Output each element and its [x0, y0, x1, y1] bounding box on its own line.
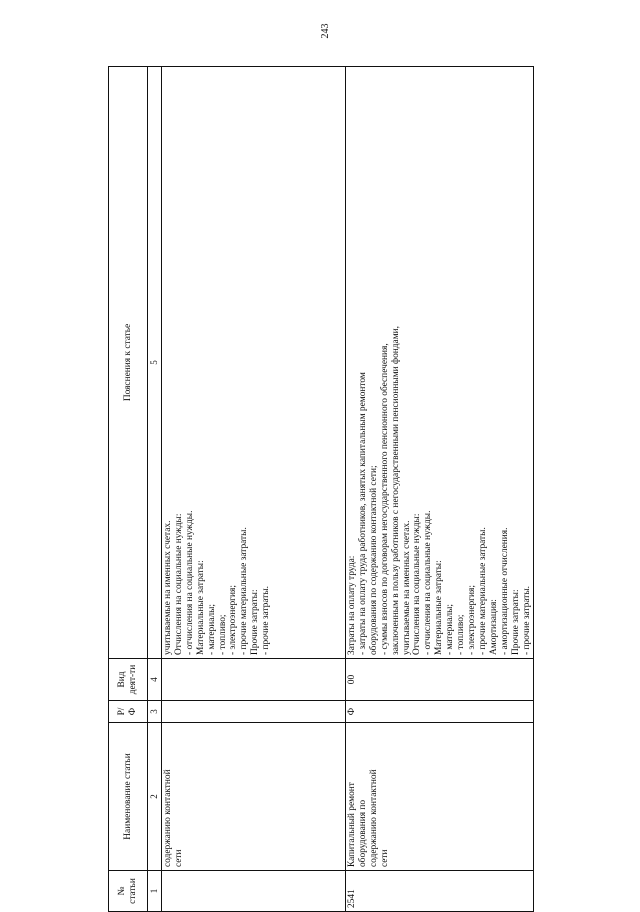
explanation-line: учитываемые на именных счетах. [163, 520, 173, 655]
header-row [109, 67, 148, 912]
column-number: 1 [148, 871, 162, 912]
explanation-line: оборудования по содержанию контактной сети; [368, 465, 379, 655]
explanation-line: - прочие затраты. [261, 585, 272, 655]
explanation-line: Отчисления на социальные нужды: [412, 513, 423, 655]
explanation-line: - электроэнергия; [228, 585, 239, 655]
table-row [346, 67, 534, 912]
item-name [346, 723, 534, 871]
item-activity [162, 659, 346, 701]
header-item-name: Наименование статьи [109, 723, 148, 871]
item-name-line: Капитальный ремонт [347, 782, 357, 867]
page-number: 243 [319, 23, 331, 39]
explanation-line: Материальные затраты: [195, 560, 206, 655]
item-activity: 00 [346, 659, 534, 701]
explanation-line: Отчисления на социальные нужды: [173, 513, 184, 655]
item-explanation [162, 67, 346, 659]
explanation-line: Прочие затраты: [250, 589, 261, 655]
explanation-line: - электроэнергия; [466, 585, 477, 655]
explanation-line: - амортизационные отчисления. [499, 527, 510, 655]
explanation-line: заключенным в пользу работников с негосударственными пенсионными фондами, [390, 326, 401, 655]
header-explanations: Пояснения к статье [109, 67, 148, 659]
header-rf: Р/ Ф [109, 701, 148, 723]
item-name [162, 723, 346, 871]
item-name-line: содержанию контактной [368, 769, 379, 867]
item-code: 2541 [346, 871, 534, 912]
column-number: 5 [148, 67, 162, 659]
explanation-line: - материалы; [206, 603, 217, 655]
explanation-line: - суммы взносов по договорам негосударственного пенсионного обеспечения, [379, 343, 390, 655]
explanation-line: - прочие затраты. [521, 585, 532, 655]
explanation-line: Материальные затраты: [434, 560, 445, 655]
explanation-line: Амортизация: [488, 599, 499, 655]
column-number-row [148, 67, 162, 912]
explanation-line: - топливо; [456, 614, 467, 655]
header-activity-type: Вид деят-ти [109, 659, 148, 701]
explanation-line: Прочие затраты: [510, 589, 521, 655]
column-number: 4 [148, 659, 162, 701]
item-rf: Ф [346, 701, 534, 723]
explanation-line: - прочие материальные затраты. [477, 527, 488, 655]
item-name-line: сети [173, 849, 184, 867]
item-explanation [346, 67, 534, 659]
explanation-line: - материалы; [445, 603, 456, 655]
explanation-line: - затраты на оплату труда работников, занятых капитальным ремонтом [357, 372, 368, 655]
item-name-line: сети [379, 849, 390, 867]
budget-items-table [108, 66, 534, 912]
explanation-line: - отчисления на социальные нужды. [423, 510, 434, 655]
explanation-line: Затраты на оплату труда: [347, 555, 357, 655]
explanation-line: учитываемые на именных счетах. [401, 520, 412, 655]
column-number: 2 [148, 723, 162, 871]
item-name-line: оборудования по [357, 799, 368, 867]
rotated-table-container [108, 67, 532, 912]
explanation-line: - топливо; [217, 614, 228, 655]
header-item-number: № статьи [109, 871, 148, 912]
item-code [162, 871, 346, 912]
table-row [162, 67, 346, 912]
item-rf [162, 701, 346, 723]
item-name-line: содержанию контактной [163, 769, 173, 867]
explanation-line: - прочие материальные затраты. [239, 527, 250, 655]
column-number: 3 [148, 701, 162, 723]
explanation-line: - отчисления на социальные нужды. [184, 510, 195, 655]
